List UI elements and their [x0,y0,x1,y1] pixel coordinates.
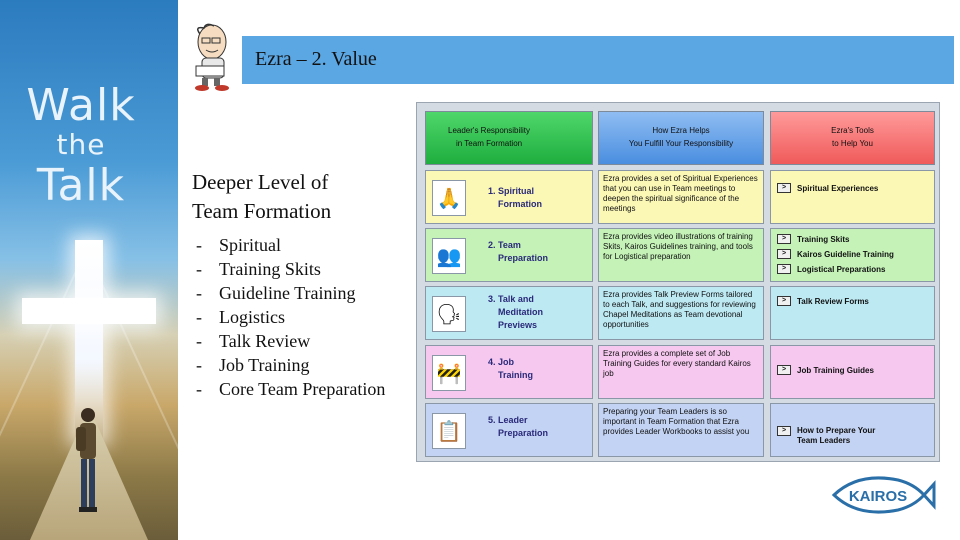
table-row [425,403,935,457]
banner-word-talk: Talk [36,160,126,211]
team-people-icon: 👥 [432,238,466,274]
table-row [425,345,935,399]
header-leader-responsibility: Leader's Responsibility in Team Formation [425,111,593,165]
header-ezra-tools: Ezra's Tools to Help You [770,111,935,165]
header-how-ezra-helps: How Ezra Helps You Fulfill Your Responsibility [598,111,764,165]
tool-link-how-to-prepare-team-leaders[interactable]: > How to Prepare Your Team Leaders [777,426,875,438]
tool-link-talk-review-forms[interactable]: > Talk Review Forms [777,295,869,307]
svg-text:KAIROS: KAIROS [848,488,908,505]
row-tools-cell [770,228,935,282]
row-label-cell [425,170,593,224]
page-title: Ezra – 2. Value [255,48,377,70]
bullet-item: - Talk Review [196,331,311,351]
table-row [425,170,935,224]
row-description: Preparing your Team Leaders is so important in Team Formation that Ezra provides Leader Workbooks to assist you [598,403,764,457]
play-arrow-icon: > [777,183,791,193]
bullet-item: - Core Team Preparation [196,379,386,399]
row-label: 4. Job Training [488,357,534,380]
caution-worker-icon: 🚧 [432,355,466,391]
play-arrow-icon: > [777,426,791,436]
prayer-icon: 🙏 [432,180,466,216]
banner-word-walk: Walk [26,80,136,131]
walk-the-talk-banner [0,0,178,540]
table-row [425,286,935,340]
table-row [425,228,935,282]
row-tools-cell [770,345,935,399]
bullet-list [196,233,385,401]
section-subtitle [192,168,412,226]
tool-link-kairos-guideline-training[interactable]: > Kairos Guideline Training [777,248,894,260]
cross-bar [22,298,156,324]
tool-link-logistical-preparations[interactable]: > Logistical Preparations [777,263,885,275]
ezra-value-table [416,102,940,462]
row-description: Ezra provides a complete set of Job Training Guides for every standard Kairos job [598,345,764,399]
row-description: Ezra provides a set of Spiritual Experiences that you can use in Team meetings to deepen the spiritual significance of the meetings [598,170,764,224]
row-label-cell [425,403,593,457]
row-tools-cell [770,170,935,224]
play-arrow-icon: > [777,249,791,259]
subtitle-line-2: Team Formation [192,199,332,223]
row-description: Ezra provides video illustrations of training Skits, Kairos Guidelines training, and tools for Logistical preparation [598,228,764,282]
presenter-board-icon: 📋 [432,413,466,449]
row-label: 3. Talk and Meditation Previews [488,294,543,330]
bullet-item: - Guideline Training [196,283,356,303]
tool-link-spiritual-experiences[interactable]: > Spiritual Experiences [777,182,878,194]
play-arrow-icon: > [777,296,791,306]
row-description: Ezra provides Talk Preview Forms tailored to each Talk, and suggestions for reviewing Chapel Meditations as Team devotional opportunities [598,286,764,340]
speaker-podium-icon: 🗣 [432,296,466,332]
subtitle-line-1: Deeper Level of [192,170,329,194]
play-arrow-icon: > [777,234,791,244]
row-tools-cell [770,403,935,457]
ezra-cartoon-icon [188,20,244,92]
bullet-item: - Job Training [196,355,310,375]
row-label: 5. Leader Preparation [488,415,549,438]
row-label: 2. Team Preparation [488,240,549,263]
row-tools-cell [770,286,935,340]
tool-link-training-skits[interactable]: > Training Skits [777,233,849,245]
row-label-cell [425,345,593,399]
tool-link-job-training-guides[interactable]: > Job Training Guides [777,364,874,376]
row-label-cell [425,286,593,340]
banner-word-the: the [56,128,106,161]
bullet-item: - Training Skits [196,259,321,279]
bullet-item: - Spiritual [196,235,281,255]
row-label-cell [425,228,593,282]
walker-figure-icon [70,405,106,525]
play-arrow-icon: > [777,264,791,274]
bullet-item: - Logistics [196,307,285,327]
row-label: 1. Spiritual Formation [488,186,542,209]
kairos-logo [828,470,938,520]
play-arrow-icon: > [777,365,791,375]
